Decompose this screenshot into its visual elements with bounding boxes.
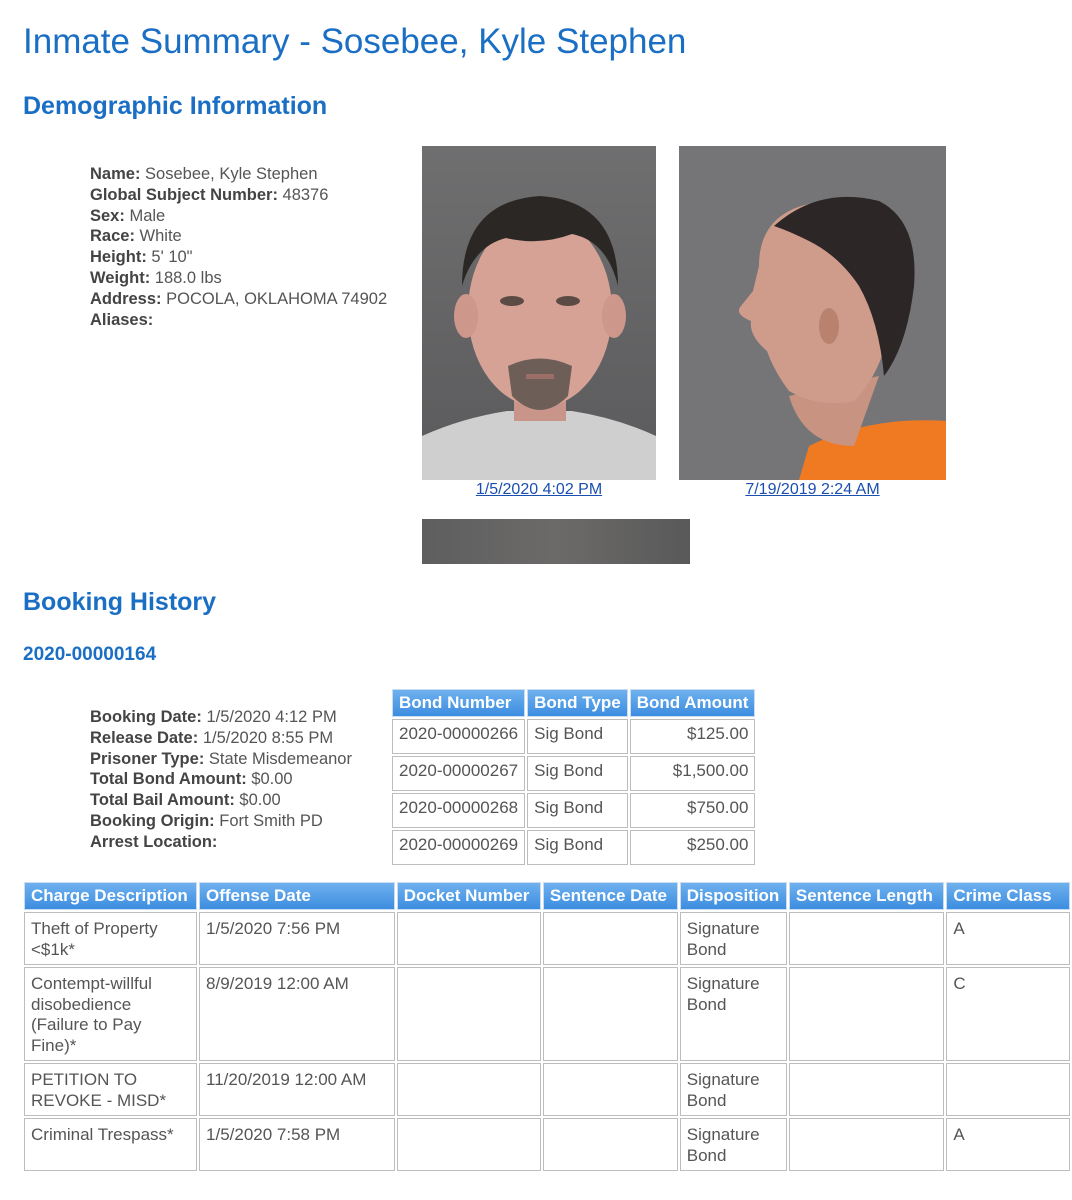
docket-number-cell (397, 912, 541, 965)
charge-description-cell: Criminal Trespass* (24, 1118, 197, 1171)
field-total-bond-amount (90, 769, 352, 790)
sentence-length-cell (789, 912, 945, 965)
offense-date-cell: 8/9/2019 12:00 AM (199, 967, 395, 1061)
booking-number: 2020-00000164 (23, 644, 157, 665)
mugshot-thumbnail-photo[interactable] (422, 519, 690, 564)
disposition-cell: Signature Bond (680, 912, 787, 965)
demographics-fields (90, 164, 387, 330)
offense-date-cell: 1/5/2020 7:56 PM (199, 912, 395, 965)
field-value: Fort Smith PD (219, 811, 323, 830)
field-label: Booking Date: (90, 708, 202, 726)
charge-description-cell: PETITION TO REVOKE - MISD* (24, 1063, 197, 1116)
bond-number-cell: 2020-00000268 (392, 793, 525, 828)
bond-table (390, 687, 757, 867)
field-name (90, 164, 387, 185)
column-header: Bond Number (392, 689, 525, 717)
crime-class-cell: C (946, 967, 1070, 1061)
table-row (392, 719, 755, 754)
field-race (90, 226, 387, 247)
sentence-date-cell (543, 967, 678, 1061)
crime-class-cell (946, 1063, 1070, 1116)
field-label: Prisoner Type: (90, 749, 205, 768)
bond-type-cell: Sig Bond (527, 756, 628, 791)
column-header: Crime Class (946, 882, 1070, 910)
bond-table-wrap (390, 687, 757, 867)
field-label: Address: (90, 289, 162, 308)
column-header: Bond Amount (630, 689, 756, 717)
field-value: $0.00 (251, 770, 293, 789)
column-header: Charge Description (24, 882, 197, 910)
booking-fields (90, 707, 352, 853)
field-label: Aliases: (90, 310, 154, 329)
column-header: Docket Number (397, 882, 541, 910)
offense-date-cell: 1/5/2020 7:58 PM (199, 1118, 395, 1171)
field-value: Sosebee, Kyle Stephen (145, 165, 318, 183)
docket-number-cell (397, 1118, 541, 1171)
field-label: Sex: (90, 206, 125, 225)
field-prisoner-type (90, 749, 352, 770)
offense-date-cell: 11/20/2019 12:00 AM (199, 1063, 395, 1116)
table-row (24, 1118, 1070, 1171)
field-label: Total Bond Amount: (90, 770, 247, 789)
table-row (24, 1063, 1070, 1116)
field-value: Male (129, 206, 166, 225)
bond-number-cell: 2020-00000267 (392, 756, 525, 791)
bond-amount-cell: $250.00 (630, 830, 756, 865)
bond-number-cell: 2020-00000269 (392, 830, 525, 865)
column-header: Offense Date (199, 882, 395, 910)
docket-number-cell (397, 967, 541, 1061)
field-total-bail-amount (90, 790, 352, 811)
disposition-cell: Signature Bond (680, 1118, 787, 1171)
booking-history-heading: Booking History (23, 588, 217, 616)
field-booking-date (90, 707, 352, 728)
bond-amount-cell: $125.00 (630, 719, 756, 754)
field-value: 188.0 lbs (154, 268, 222, 287)
field-label: Global Subject Number: (90, 185, 278, 204)
mugshot-front-photo[interactable] (422, 146, 656, 480)
field-arrest-location (90, 832, 352, 853)
field-value: 1/5/2020 4:12 PM (206, 708, 337, 726)
photo-date-link[interactable]: 1/5/2020 4:02 PM (475, 481, 603, 498)
sentence-length-cell (789, 967, 945, 1061)
table-row (392, 793, 755, 828)
column-header: Bond Type (527, 689, 628, 717)
field-value: 5' 10" (151, 248, 193, 267)
bond-number-cell: 2020-00000266 (392, 719, 525, 754)
sentence-date-cell (543, 912, 678, 965)
bond-type-cell: Sig Bond (527, 830, 628, 865)
table-row (392, 756, 755, 791)
mugshot-profile-photo[interactable] (679, 146, 946, 480)
field-aliases (90, 310, 387, 331)
docket-number-cell (397, 1063, 541, 1116)
sentence-length-cell (789, 1063, 945, 1116)
table-row (24, 912, 1070, 965)
field-label: Release Date: (90, 728, 199, 747)
photo-date-link[interactable]: 7/19/2019 2:24 AM (745, 481, 880, 498)
page-title: Inmate Summary - Sosebee, Kyle Stephen (23, 22, 687, 61)
bond-type-cell: Sig Bond (527, 793, 628, 828)
crime-class-cell: A (946, 912, 1070, 965)
disposition-cell: Signature Bond (680, 1063, 787, 1116)
field-label: Race: (90, 227, 135, 246)
sentence-date-cell (543, 1063, 678, 1116)
bond-table-header-row (392, 689, 755, 717)
charges-table (22, 880, 1072, 1173)
field-address (90, 289, 387, 310)
field-value: 48376 (282, 185, 329, 204)
field-weight (90, 268, 387, 289)
sentence-date-cell (543, 1118, 678, 1171)
field-label: Height: (90, 248, 147, 267)
crime-class-cell: A (946, 1118, 1070, 1171)
field-sex (90, 206, 387, 227)
field-label: Name: (90, 165, 141, 183)
field-value: 1/5/2020 8:55 PM (202, 728, 334, 747)
table-row (392, 830, 755, 865)
charge-description-cell: Contempt-willful disobedience (Failure to Pay Fine)* (24, 967, 197, 1061)
field-booking-origin (90, 811, 352, 832)
table-row (24, 967, 1070, 1061)
demographics-heading: Demographic Information (23, 92, 328, 120)
column-header: Disposition (680, 882, 787, 910)
field-value: State Misdemeanor (208, 749, 352, 768)
field-height (90, 247, 387, 268)
field-value: POCOLA, OKLAHOMA 74902 (166, 289, 388, 308)
field-value: $0.00 (239, 791, 281, 810)
field-release-date (90, 728, 352, 749)
sentence-length-cell (789, 1118, 945, 1171)
field-label: Arrest Location: (90, 832, 218, 851)
field-label: Booking Origin: (90, 811, 215, 830)
field-global-subject-number (90, 185, 387, 206)
field-label: Total Bail Amount: (90, 791, 235, 810)
bond-type-cell: Sig Bond (527, 719, 628, 754)
bond-amount-cell: $1,500.00 (630, 756, 756, 791)
column-header: Sentence Date (543, 882, 678, 910)
bond-amount-cell: $750.00 (630, 793, 756, 828)
field-value: White (139, 227, 182, 246)
charge-description-cell: Theft of Property <$1k* (24, 912, 197, 965)
column-header: Sentence Length (789, 882, 945, 910)
charges-header-row (24, 882, 1070, 910)
disposition-cell: Signature Bond (680, 967, 787, 1061)
charges-table-wrap (22, 880, 1052, 1190)
field-label: Weight: (90, 268, 151, 287)
